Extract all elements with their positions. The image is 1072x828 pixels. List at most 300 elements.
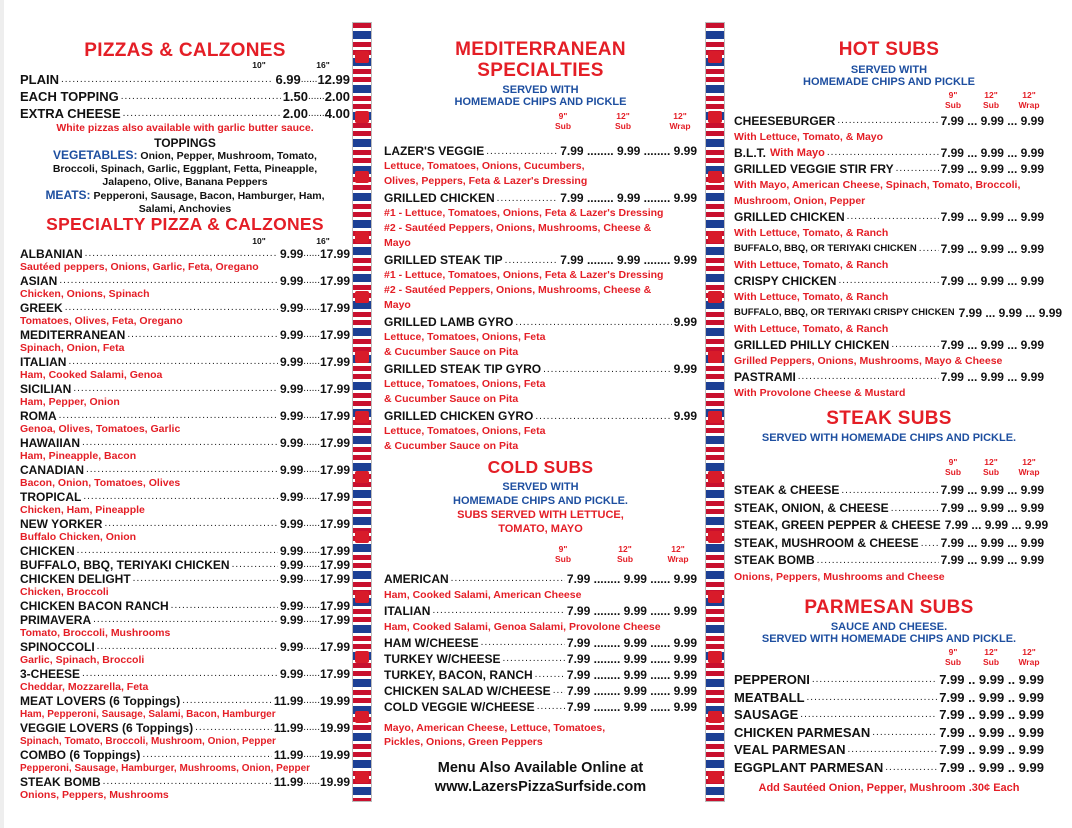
item-name: VEAL PARMESAN <box>734 742 846 757</box>
item-name: ALBANIAN <box>20 247 83 261</box>
item-name: CANADIAN <box>20 463 84 477</box>
leader-dots <box>841 482 938 500</box>
item-name: STEAK & CHEESE <box>734 483 840 497</box>
steak-bomb-desc: Onions, Peppers, Mushrooms and Cheese <box>734 571 945 583</box>
leader-dots <box>891 337 938 353</box>
specialty-item <box>20 721 350 735</box>
item-description: #1 - Lettuce, Tomatoes, Onions, Feta & Lazer's Dressing <box>384 269 664 281</box>
item-description: Spinach, Tomato, Broccoli, Mushroom, Onion, Pepper <box>20 736 276 747</box>
leader-dots <box>486 144 558 159</box>
item-name: LAZER'S VEGGIE <box>384 144 485 158</box>
specialty-item <box>20 328 350 342</box>
item-price: 7.99 ........ 9.99 ...... 9.99 <box>566 636 697 650</box>
leader-dots <box>142 748 271 762</box>
leader-dots <box>73 382 278 396</box>
meats-label: MEATS: <box>45 188 91 202</box>
specialty-item <box>20 748 350 762</box>
leader-dots <box>537 699 565 715</box>
hot-sub-item <box>734 161 1044 177</box>
item-price: 17.99 <box>319 613 350 627</box>
specialty-item <box>20 382 350 396</box>
eagle-emblem-icon <box>708 771 722 783</box>
item-name: CHEESEBURGER <box>734 114 836 128</box>
parmesan-subs-list <box>734 671 1044 776</box>
price-sep: ...... <box>303 356 320 367</box>
item-price: 7.99 ........ 9.99 ...... 9.99 <box>566 668 697 682</box>
item-price: 9.99 <box>279 409 304 423</box>
eagle-emblem-icon <box>355 531 369 543</box>
item-name: 3-CHEESE <box>20 667 81 681</box>
specialty-size-header <box>20 236 350 246</box>
item-price: 11.99 <box>273 775 304 789</box>
leader-dots <box>61 71 273 88</box>
leader-dots <box>82 436 278 450</box>
hot-served <box>734 64 1044 88</box>
item-name: ITALIAN <box>20 355 67 369</box>
col-b-top: 12" <box>616 111 630 121</box>
specialty-title: SPECIALTY PIZZA & CALZONES <box>46 214 324 234</box>
steak-sub-item <box>734 517 1049 535</box>
item-description: & Cucumber Sauce on Pita <box>384 346 519 358</box>
item-price: 7.99 ... 9.99 ... 9.99 <box>940 553 1044 567</box>
hot-served-line2: HOMEMADE CHIPS AND PICKLE <box>803 76 975 88</box>
item-description: & Cucumber Sauce on Pita <box>384 440 519 452</box>
item-description: Pepperoni, Sausage, Hamburger, Mushrooms, Onion, Pepper <box>20 763 311 774</box>
hot-sub-item <box>734 273 1044 289</box>
leader-dots <box>97 640 278 654</box>
specialty-item <box>20 694 350 708</box>
item-price: 17.99 <box>319 640 350 654</box>
leader-dots <box>432 603 564 619</box>
item-name: PLAIN <box>20 72 59 87</box>
specialty-item <box>20 301 350 315</box>
mediterranean-item <box>384 362 697 377</box>
item-name: STEAK, MUSHROOM & CHEESE <box>734 535 919 550</box>
item-price: 17.99 <box>319 382 350 396</box>
col-b-top: 12" <box>984 647 998 657</box>
size-small-label: 10" <box>252 236 266 246</box>
price-sep: ...... <box>303 464 320 475</box>
item-price: 9.99 <box>279 613 304 627</box>
item-name: PASTRAMI <box>734 370 796 384</box>
flag-divider-right <box>705 22 725 802</box>
leader-dots <box>535 667 565 683</box>
price-sep: ...... <box>303 275 320 286</box>
leader-dots <box>919 241 939 257</box>
item-price: 9.99 <box>279 355 304 369</box>
item-description: Buffalo Chicken, Onion <box>20 531 137 543</box>
item-price: 17.99 <box>319 490 350 504</box>
parm-size-header <box>734 647 1044 669</box>
item-price: 7.99 .. 9.99 .. 9.99 <box>939 689 1044 705</box>
leader-dots <box>68 355 278 369</box>
eagle-emblem-icon <box>708 111 722 123</box>
item-price: 9.99 <box>279 517 304 531</box>
eagle-emblem-icon <box>355 171 369 183</box>
leader-dots <box>807 689 938 707</box>
item-name: GRILLED VEGGIE STIR FRY <box>734 162 894 176</box>
item-price: 17.99 <box>319 409 350 423</box>
item-name: MEATBALL <box>734 689 805 705</box>
item-price: 7.99 ... 9.99 ... 9.99 <box>940 114 1044 128</box>
parmesan-sub-item <box>734 671 1044 689</box>
item-price: 7.99 ........ 9.99 ...... 9.99 <box>566 572 697 586</box>
item-price: 17.99 <box>319 436 350 450</box>
cold-subs-title: COLD SUBS <box>487 457 594 477</box>
item-description: With Provolone Cheese & Mustard <box>734 387 906 399</box>
price-sep: ...... <box>303 410 320 421</box>
eagle-emblem-icon <box>708 591 722 603</box>
eagle-emblem-icon <box>355 291 369 303</box>
col-a-top: 9" <box>948 647 958 657</box>
leader-dots <box>827 145 939 161</box>
add-toppings-note: Add Sautéed Onion, Pepper, Mushroom .30¢ Each <box>758 782 1020 794</box>
steak-sub-item <box>734 552 1044 570</box>
price-sep: ...... <box>300 74 318 85</box>
steak-sub-item <box>734 482 1044 500</box>
item-name: TURKEY W/CHEESE <box>384 652 501 666</box>
item-description: With Lettuce, Tomato, & Ranch <box>734 259 889 271</box>
leader-dots <box>195 721 272 735</box>
cold-served-line4: TOMATO, MAYO <box>498 523 583 535</box>
leader-dots <box>82 667 278 681</box>
col-c-top: 12" <box>673 111 687 121</box>
cold-sub-item <box>384 651 697 667</box>
col-b-top: 12" <box>618 544 632 554</box>
cold-veggie-desc <box>384 721 697 749</box>
col-b-bot: Sub <box>982 657 1000 667</box>
item-name: SPINOCCOLI <box>20 640 95 654</box>
page-edge <box>0 0 4 828</box>
leader-dots <box>103 775 272 789</box>
eagle-emblem-icon <box>708 291 722 303</box>
cold-sub-item <box>384 635 697 651</box>
item-description: Ham, Cooked Salami, Genoa <box>20 369 163 381</box>
leader-dots <box>838 273 938 289</box>
price-sep: ...... <box>303 695 320 706</box>
item-name: NEW YORKER <box>20 517 103 531</box>
price-sep: ...... <box>303 749 320 760</box>
col-b-top: 12" <box>984 90 998 100</box>
leader-dots <box>505 253 559 268</box>
leader-dots <box>451 571 565 587</box>
item-name: CHICKEN PARMESAN <box>734 724 871 740</box>
leader-dots <box>83 490 278 504</box>
item-name: SAUSAGE <box>734 707 799 722</box>
eagle-emblem-icon <box>708 51 722 63</box>
item-name: GRILLED STEAK TIP <box>384 253 503 267</box>
item-name: CHICKEN DELIGHT <box>20 572 131 586</box>
parm-served-line1: SAUCE AND CHEESE. <box>830 621 948 633</box>
leader-dots <box>86 463 278 477</box>
item-description: #2 - Sautéed Peppers, Onions, Mushrooms, Cheese & <box>384 222 652 234</box>
item-price: 1.50 <box>282 89 309 104</box>
hot-sub-item <box>734 369 1044 385</box>
eagle-emblem-icon <box>355 711 369 723</box>
item-description: Grilled Peppers, Onions, Mushrooms, Mayo & Cheese <box>734 355 1003 367</box>
item-description: Onions, Peppers, Mushrooms <box>20 789 169 801</box>
price-sep: ...... <box>303 776 320 787</box>
item-price: 17.99 <box>319 517 350 531</box>
specialty-item <box>20 436 350 450</box>
vegetables-text: Onion, Pepper, Mushroom, Tomato, Broccoli, Spinach, Garlic, Eggplant, Fetta, Pineapple, Jalapeno, Olive, Banana Peppers <box>52 150 318 188</box>
item-price: 7.99 ... 9.99 ... 9.99 <box>940 146 1044 160</box>
price-sep: ...... <box>308 108 325 119</box>
item-price: 9.99 <box>279 247 304 261</box>
eagle-emblem-icon <box>708 171 722 183</box>
eagle-emblem-icon <box>708 711 722 723</box>
price-sep: ...... <box>303 722 320 733</box>
leader-dots <box>847 209 939 225</box>
item-price: 7.99 ... 9.99 ... 9.99 <box>940 274 1044 288</box>
item-price: 17.99 <box>319 247 350 261</box>
mediterranean-item <box>384 191 697 206</box>
item-name: GRILLED LAMB GYRO <box>384 315 514 329</box>
col-c-bot: Wrap <box>1018 467 1040 477</box>
item-price: 11.99 <box>273 748 304 762</box>
parmesan-served <box>734 621 1044 645</box>
item-price: 7.99 ... 9.99 ... 9.99 <box>940 210 1044 224</box>
item-description: Chicken, Broccoli <box>20 586 109 598</box>
price-sep: ...... <box>303 518 320 529</box>
leader-dots <box>133 572 278 586</box>
item-name: PEPPERONI <box>734 672 810 687</box>
cold-sub-item <box>384 667 697 683</box>
item-description: With Lettuce, Tomato, & Ranch <box>734 323 889 335</box>
pizza-size-header <box>20 60 350 70</box>
item-description: Bacon, Onion, Tomatoes, Olives <box>20 477 181 489</box>
col-b-bot: Sub <box>616 554 634 564</box>
hot-subs-title: HOT SUBS <box>838 39 940 60</box>
leader-dots <box>93 613 278 627</box>
toppings-title: TOPPINGS <box>154 136 216 150</box>
price-sep: ...... <box>303 545 320 556</box>
leader-dots <box>497 191 559 206</box>
item-description: Lettuce, Tomatoes, Onions, Feta <box>384 425 546 437</box>
parmesan-sub-item <box>734 724 1044 742</box>
item-price: 17.99 <box>319 544 350 558</box>
item-price: 17.99 <box>319 558 350 572</box>
item-name: GRILLED STEAK TIP GYRO <box>384 362 542 376</box>
steak-sub-item <box>734 500 1044 518</box>
col-a-bot: Sub <box>944 657 962 667</box>
item-price: 2.00 <box>324 89 350 104</box>
leader-dots <box>885 759 937 777</box>
item-price: 7.99 ........ 9.99 ........ 9.99 <box>560 191 697 205</box>
item-price: 7.99 ... 9.99 ... 9.99 <box>944 518 1049 532</box>
online-line1: Menu Also Available Online at <box>437 760 644 776</box>
cold-sub-item <box>384 571 697 587</box>
hot-sub-item <box>734 337 1044 353</box>
mediterranean-title <box>384 39 697 81</box>
item-price: 19.99 <box>319 694 350 708</box>
parmesan-sub-item <box>734 759 1044 777</box>
item-description: Olives, Peppers, Feta & Lazer's Dressing <box>384 175 588 187</box>
item-price: 9.99 <box>279 490 304 504</box>
item-description: Ham, Pineapple, Bacon <box>20 450 137 462</box>
col-a-bot: Sub <box>554 121 572 131</box>
item-description: Tomatoes, Olives, Feta, Oregano <box>20 315 183 327</box>
mediterranean-size-header <box>384 111 697 133</box>
leader-dots <box>182 694 272 708</box>
mediterranean-item <box>384 409 697 424</box>
item-name: CHICKEN BACON RANCH <box>20 599 169 613</box>
leader-dots <box>798 369 939 385</box>
col-c-bot: Wrap <box>669 121 691 131</box>
specialty-item <box>20 558 350 572</box>
item-name: MEDITERRANEAN <box>20 328 126 342</box>
hot-sub-item <box>734 241 1044 257</box>
item-name: ITALIAN <box>384 604 431 618</box>
steak-served: SERVED WITH HOMEMADE CHIPS AND PICKLE. <box>761 432 1017 444</box>
pizza-column <box>20 0 350 828</box>
mediterranean-column <box>384 0 697 828</box>
item-name: B.L.T. <box>734 146 766 160</box>
parmesan-sub-item <box>734 706 1044 724</box>
item-price: 9.99 <box>279 558 304 572</box>
leader-dots <box>65 301 278 315</box>
leader-dots <box>817 552 939 570</box>
basic-pizza-list <box>20 71 350 122</box>
price-sep: ...... <box>303 559 320 570</box>
item-price: 9.99 <box>279 463 304 477</box>
item-price: 7.99 ... 9.99 ... 9.99 <box>940 338 1044 352</box>
item-name: HAM W/CHEESE <box>384 636 479 650</box>
item-name: MEAT LOVERS (6 Toppings) <box>20 694 181 708</box>
item-name: EGGPLANT PARMESAN <box>734 759 884 775</box>
col-c-top: 12" <box>1022 647 1036 657</box>
specialty-item <box>20 409 350 423</box>
leader-dots <box>891 500 939 518</box>
item-price: 17.99 <box>319 463 350 477</box>
item-inline-note: With Mayo <box>770 147 825 159</box>
pizza-item <box>20 105 350 122</box>
item-name: CHICKEN <box>20 544 75 558</box>
specialty-item <box>20 544 350 558</box>
price-sep: ...... <box>303 302 320 313</box>
item-price: 17.99 <box>319 328 350 342</box>
price-sep: ...... <box>303 491 320 502</box>
steak-sub-item <box>734 535 1044 553</box>
hot-sub-item <box>734 209 1044 225</box>
specialty-item <box>20 274 350 288</box>
online-note <box>384 759 697 797</box>
price-sep: ...... <box>303 329 320 340</box>
meats-text: Pepperoni, Sausage, Bacon, Hamburger, Ham, Salami, Anchovies <box>93 190 325 215</box>
item-price: 17.99 <box>319 599 350 613</box>
hot-sub-item <box>734 145 1044 161</box>
cold-sub-item <box>384 683 697 699</box>
item-price: 9.99 <box>279 436 304 450</box>
leader-dots <box>896 161 939 177</box>
vegetables-list <box>20 149 350 189</box>
item-price: 7.99 .. 9.99 .. 9.99 <box>939 672 1044 687</box>
subs-column <box>734 0 1063 828</box>
served-line1: SERVED WITH <box>502 84 579 96</box>
leader-dots <box>800 706 937 724</box>
eagle-emblem-icon <box>355 471 369 483</box>
parm-served-line2: SERVED WITH HOMEMADE CHIPS AND PICKLE. <box>761 633 1017 645</box>
price-sep: ...... <box>303 641 320 652</box>
leader-dots <box>837 113 938 129</box>
col-b-bot: Sub <box>614 121 632 131</box>
leader-dots <box>85 247 278 261</box>
cold-served <box>384 480 697 536</box>
specialty-item <box>20 572 350 586</box>
leader-dots <box>515 315 671 330</box>
specialty-item <box>20 640 350 654</box>
item-price: 9.99 <box>279 640 304 654</box>
item-price: 7.99 .. 9.99 .. 9.99 <box>939 724 1044 740</box>
item-price: 11.99 <box>273 721 304 735</box>
leader-dots <box>232 558 278 572</box>
col-a-top: 9" <box>948 90 958 100</box>
item-price: 9.99 <box>279 328 304 342</box>
col-c-bot: Wrap <box>1018 657 1040 667</box>
served-line2: HOMEMADE CHIPS AND PICKLE <box>454 96 627 108</box>
item-name: BUFFALO, BBQ, OR TERIYAKI CRISPY CHICKEN <box>734 307 955 318</box>
specialty-item <box>20 517 350 531</box>
item-description: Lettuce, Tomatoes, Onions, Feta <box>384 378 546 390</box>
leader-dots <box>812 671 937 689</box>
item-name: HAWAIIAN <box>20 436 80 450</box>
item-name: SICILIAN <box>20 382 72 396</box>
leader-dots <box>847 741 937 759</box>
item-name: STEAK BOMB <box>20 775 101 789</box>
item-price: 11.99 <box>273 694 304 708</box>
leader-dots <box>59 409 278 423</box>
item-description: #2 - Sautéed Peppers, Onions, Mushrooms, Cheese & <box>384 284 652 296</box>
item-description: With Lettuce, Tomato, & Mayo <box>734 131 884 143</box>
eagle-emblem-icon <box>355 51 369 63</box>
item-price: 7.99 ... 9.99 ... 9.99 <box>940 535 1044 550</box>
flag-divider-left <box>352 22 372 802</box>
eagle-emblem-icon <box>708 351 722 363</box>
leader-dots <box>535 409 671 424</box>
size-large-label: 16" <box>316 236 330 246</box>
item-name: ASIAN <box>20 274 58 288</box>
col-b-top: 12" <box>984 457 998 467</box>
item-description: #1 - Lettuce, Tomatoes, Onions, Feta & Lazer's Dressing <box>384 207 664 219</box>
item-description: Tomato, Broccoli, Mushrooms <box>20 627 171 639</box>
item-name: COLD VEGGIE W/CHEESE <box>384 700 535 714</box>
item-description: & Cucumber Sauce on Pita <box>384 393 519 405</box>
item-description: Ham, Pepper, Onion <box>20 396 120 408</box>
item-price: 7.99 .. 9.99 .. 9.99 <box>939 759 1044 775</box>
item-price: 7.99 .. 9.99 .. 9.99 <box>939 707 1044 722</box>
eagle-emblem-icon <box>708 411 722 423</box>
mediterranean-served <box>384 84 697 108</box>
item-description: Lettuce, Tomatoes, Onions, Feta <box>384 331 546 343</box>
col-c-top: 12" <box>1022 457 1036 467</box>
white-pizza-note: White pizzas also available with garlic butter sauce. <box>56 122 314 134</box>
price-sep: ...... <box>303 437 320 448</box>
item-price: 9.99 <box>279 599 304 613</box>
item-price: 9.99 <box>279 572 304 586</box>
item-description: Ham, Cooked Salami, American Cheese <box>384 589 582 601</box>
specialty-item <box>20 775 350 789</box>
item-name: STEAK BOMB <box>734 553 815 567</box>
price-sep: ...... <box>303 668 320 679</box>
mediterranean-item <box>384 144 697 159</box>
price-sep: ...... <box>303 248 320 259</box>
steak-size-header <box>734 457 1044 479</box>
pizza-item <box>20 88 350 105</box>
item-price: 7.99 ... 9.99 ... 9.99 <box>940 162 1044 176</box>
col-a-top: 9" <box>558 111 568 121</box>
eagle-emblem-icon <box>708 651 722 663</box>
leader-dots <box>872 724 937 742</box>
